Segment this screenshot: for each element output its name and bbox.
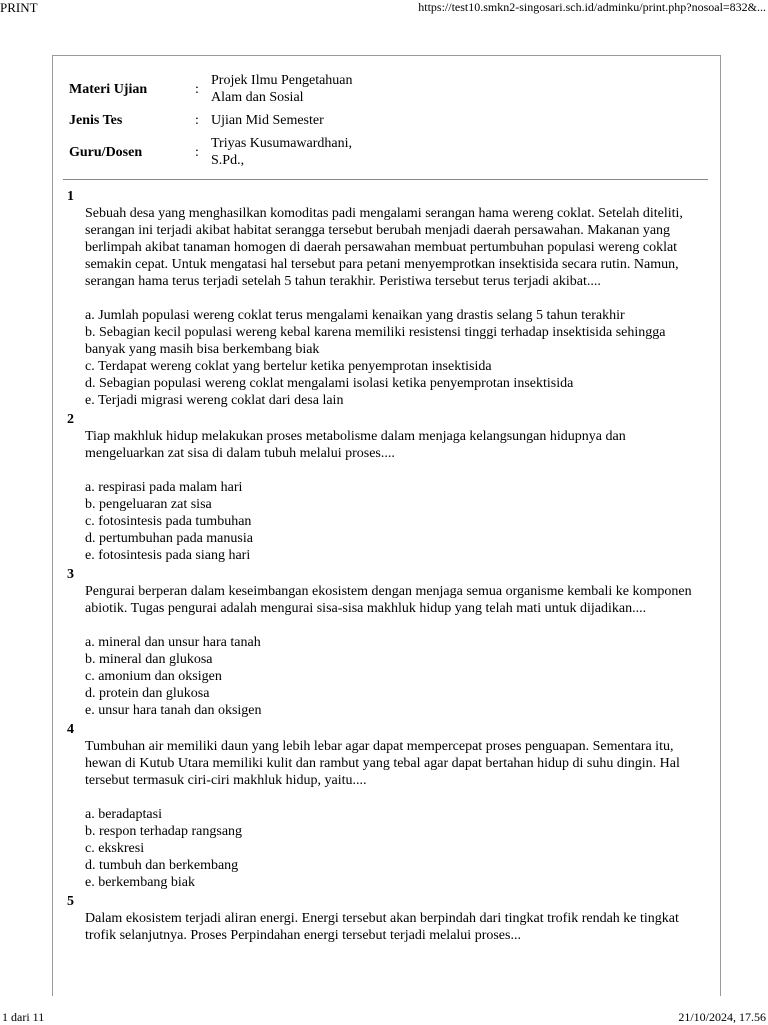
option-e: e. fotosintesis pada siang hari — [85, 548, 251, 563]
option-c: c. amonium dan oksigen — [85, 669, 222, 684]
question-number: 4 — [67, 722, 74, 737]
info-row-materi — [69, 72, 381, 106]
info-colon: : — [195, 144, 199, 160]
question-options — [85, 634, 706, 719]
info-value: Projek Ilmu Pengetahuan Alam dan Sosial — [211, 73, 353, 105]
print-header-url: https://test10.smkn2-singosari.sch.id/adminku/print.php?nosoal=832&... — [418, 0, 766, 14]
question-1 — [67, 188, 706, 409]
question-3 — [67, 566, 706, 719]
header-divider — [63, 179, 708, 180]
option-e: e. berkembang biak — [85, 875, 196, 890]
option-b: b. mineral dan glukosa — [85, 652, 213, 667]
info-label: Guru/Dosen — [69, 144, 143, 160]
print-footer-page: 1 dari 11 — [2, 1010, 45, 1024]
option-b: b. respon terhadap rangsang — [85, 824, 243, 839]
question-options — [85, 806, 706, 891]
exam-info-table — [69, 72, 381, 169]
info-value: Ujian Mid Semester — [211, 113, 324, 128]
question-number: 5 — [67, 894, 74, 909]
option-a: a. beradaptasi — [85, 807, 162, 822]
option-e: e. unsur hara tanah dan oksigen — [85, 703, 262, 718]
option-d: d. Sebagian populasi wereng coklat mengalami isolasi ketika penyemprotan insektisida — [85, 376, 574, 391]
question-list — [67, 188, 706, 946]
info-colon: : — [195, 113, 199, 128]
question-options — [85, 479, 706, 564]
question-text: Tumbuhan air memiliki daun yang lebih lebar agar dapat mempercepat proses penguapan. Sementara itu, hewan di Kutub Utara memiliki kulit dan rambut yang tebal agar dapat bertahan hidup di suhu dingin. Hal tersebut termasuk ciri-ciri makhluk hidup, yaitu.... — [85, 739, 680, 788]
info-label: Jenis Tes — [69, 113, 123, 128]
info-label: Materi Ujian — [69, 81, 148, 97]
option-c: c. fotosintesis pada tumbuhan — [85, 514, 252, 529]
question-text: Dalam ekosistem terjadi aliran energi. Energi tersebut akan berpindah dari tingkat trofik rendah ke tingkat trofik selanjutnya. Proses Perpindahan energi tersebut terjadi melalui proses... — [85, 911, 679, 943]
info-row-guru — [69, 135, 381, 169]
question-text: Sebuah desa yang menghasilkan komoditas padi mengalami serangan hama wereng coklat. Setelah diteliti, serangan ini terjadi akibat habitat serangga tersebut berubah menjadi daerah persawahan. Makanan yang berlimpah akibat tanaman homogen di daerah persawahan membuat pertumbuhan populasi wereng coklat semakin cepat. Untuk mengatasi hal tersebut para petani menyemprotkan insektisida secara rutin. Namun, serangan hama terus terjadi setelah 5 tahun terakhir. Peristiwa tersebut terus terjadi akibat.... — [85, 206, 683, 289]
option-c: c. Terdapat wereng coklat yang bertelur ketika penyemprotan insektisida — [85, 359, 492, 374]
exam-panel — [52, 55, 721, 996]
info-row-jenis — [69, 112, 381, 129]
question-options — [85, 307, 706, 409]
option-b: b. Sebagian kecil populasi wereng kebal karena memiliki resistensi tinggi terhadap insektisida sehingga banyak yang masih bisa berkembang biak — [85, 325, 666, 357]
question-2 — [67, 411, 706, 564]
question-5 — [67, 893, 706, 944]
question-text: Tiap makhluk hidup melakukan proses metabolisme dalam menjaga kelangsungan hidupnya dan mengeluarkan zat sisa di dalam tubuh melalui proses.... — [85, 429, 626, 461]
question-text: Pengurai berperan dalam keseimbangan ekosistem dengan menjaga semua organisme kembali ke komponen abiotik. Tugas pengurai adalah mengurai sisa-sisa makhluk hidup yang telah mati untuk dijadikan.... — [85, 584, 692, 616]
option-d: d. tumbuh dan berkembang — [85, 858, 239, 873]
option-a: a. mineral dan unsur hara tanah — [85, 635, 261, 650]
info-value: Triyas Kusumawardhani, S.Pd., — [211, 136, 353, 168]
option-b: b. pengeluaran zat sisa — [85, 497, 212, 512]
print-header-title: PRINT — [0, 0, 38, 15]
option-d: d. protein dan glukosa — [85, 686, 210, 701]
option-e: e. Terjadi migrasi wereng coklat dari desa lain — [85, 393, 344, 408]
option-a: a. Jumlah populasi wereng coklat terus mengalami kenaikan yang drastis selang 5 tahun terakhir — [85, 308, 625, 323]
question-number: 1 — [67, 189, 74, 204]
question-4 — [67, 721, 706, 891]
option-a: a. respirasi pada malam hari — [85, 480, 243, 495]
question-number: 3 — [67, 567, 74, 582]
question-number: 2 — [67, 412, 74, 427]
option-d: d. pertumbuhan pada manusia — [85, 531, 253, 546]
print-footer-datetime: 21/10/2024, 17.56 — [678, 1010, 766, 1024]
option-c: c. ekskresi — [85, 841, 145, 856]
info-colon: : — [195, 81, 199, 97]
